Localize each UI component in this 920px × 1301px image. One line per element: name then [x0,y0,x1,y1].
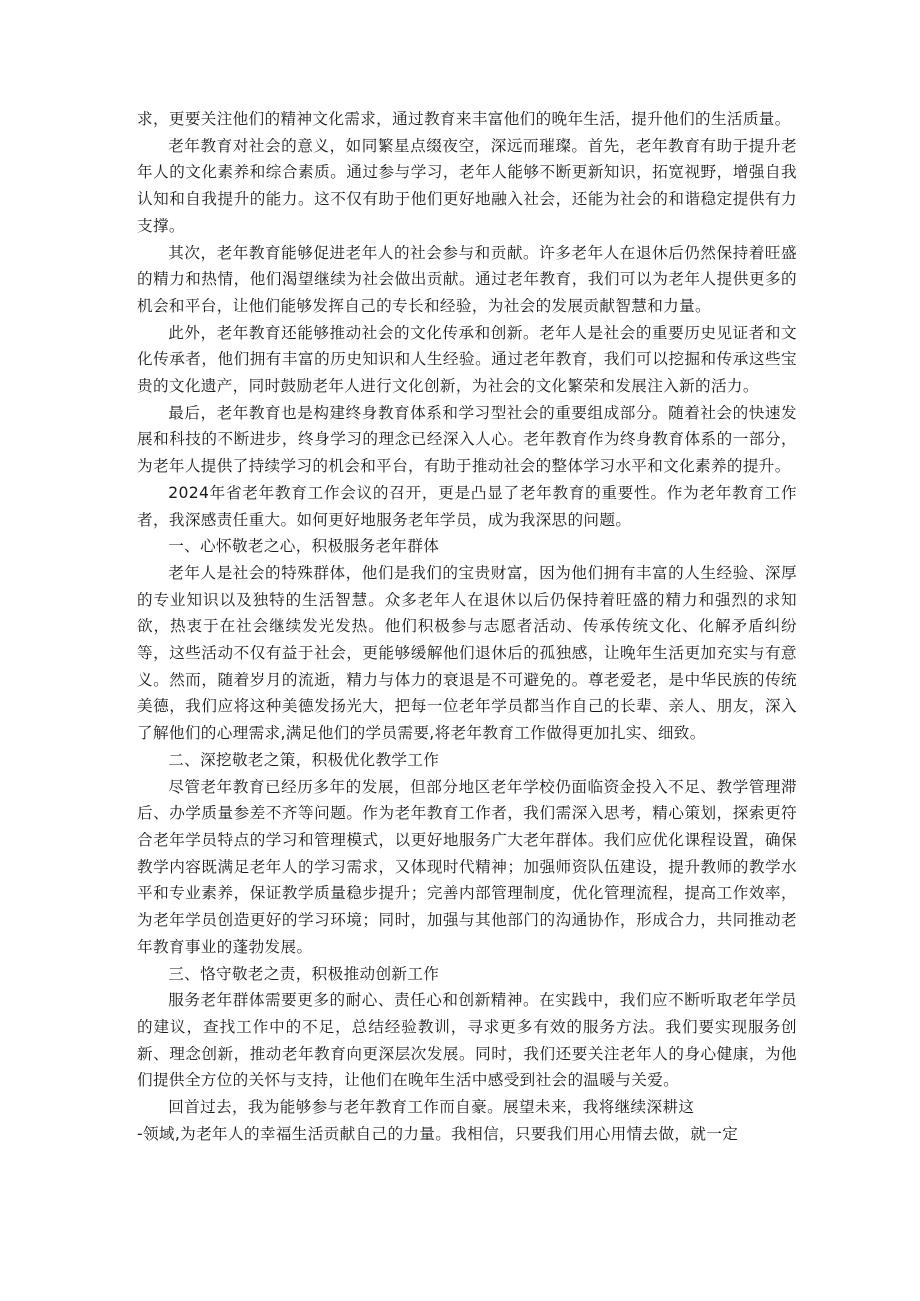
paragraph-conference: 2024年省老年教育工作会议的召开，更是凸显了老年教育的重要性。作为老年教育工作者，我深感责任重大。如何更好地服务老年学员，成为我深思的问题。 [137,483,797,529]
paragraph-lifelong-learning: 最后，老年教育也是构建终身教育体系和学习型社会的重要组成部分。随着社会的快速发展和科技的不断进步，终身学习的理念已经深入人心。老年教育作为终身教育体系的一部分，为老年人提供了持续学习的机会和平台，有助于推动社会的整体学习水平和文化素养的提升。 [137,403,797,476]
paragraph-social-significance: 老年教育对社会的意义，如同繁星点缀夜空，深远而璀璨。首先，老年教育有助于提升老年人的文化素养和综合素质。通过参与学习，老年人能够不断更新知识，拓宽视野，增强自我认知和自我提升的能力。这不仅有助于他们更好地融入社会，还能为社会的和谐稳定提供有力支撑。 [137,136,797,235]
paragraph-cultural-heritage: 此外，老年教育还能够推动社会的文化传承和创新。老年人是社会的重要历史见证者和文化传承者，他们拥有丰富的历史知识和人生经验。通过老年教育，我们可以挖掘和传承这些宝贵的文化遗产，同时鼓励老年人进行文化创新，为社会的文化繁荣和发展注入新的活力。 [137,323,797,396]
section-1-paragraph: 老年人是社会的特殊群体，他们是我们的宝贵财富，因为他们拥有丰富的人生经验、深厚的专业知识以及独特的生活智慧。众多老年人在退休以后仍保持着旺盛的精力和强烈的求知欲，热衷于在社会继续发光发热。他们积极参与志愿者活动、传承传统文化、化解矛盾纠纷等，这些活动不仅有益于社会，更能够缓解他们退休后的孤独感，让晚年生活更加充实与有意义。然而，随着岁月的流逝，精力与体力的衰退是不可避免的。尊老爱老，是中华民族的传统美德，我们应将这种美德发扬光大，把每一位老年学员都当作自己的长辈、亲人、朋友，深入了解他们的心理需求,满足他们的学员需要,将老年教育工作做得更加扎实、细致。 [137,563,797,743]
closing-line-2: -领域,为老年人的幸福生活贡献自己的力量。我相信，只要我们用心用情去做，就一定 [137,1124,739,1143]
section-2-paragraph: 尽管老年教育已经历多年的发展，但部分地区老年学校仍面临资金投入不足、教学管理滞后、办学质量参差不齐等问题。作为老年教育工作者，我们需深入思考，精心策划，探索更符合老年学员特点的学习和管理模式，以更好地服务广大老年群体。我们应优化课程设置，确保教学内容既满足老年人的学习需求，又体现时代精神；加强师资队伍建设，提升教师的教学水平和专业素养，保证教学质量稳步提升；完善内部管理制度，优化管理流程，提高工作效率，为老年学员创造更好的学习环境；同时，加强与其他部门的沟通协作，形成合力，共同推动老年教育事业的蓬勃发展。 [137,777,797,956]
section-heading-3: 三、恪守敬老之责，积极推动创新工作 [168,964,440,983]
closing-line-1: 回首过去，我为能够参与老年教育工作而自豪。展望未来，我将继续深耕这 [168,1098,695,1117]
section-heading-1: 一、心怀敬老之心，积极服务老年群体 [168,537,440,556]
section-3-paragraph: 服务老年群体需要更多的耐心、责任心和创新精神。在实践中，我们应不断听取老年学员的建议，查找工作中的不足，总结经验教训，寻求更多有效的服务方法。我们要实现服务创新、理念创新，推动老年教育向更深层次发展。同时，我们还要关注老年人的身心健康，为他们提供全方位的关怀与支持，让他们在晚年生活中感受到社会的温暖与关爱。 [137,991,797,1090]
section-heading-2: 二、深挖敬老之策，积极优化教学工作 [168,750,440,769]
document-body [137,106,797,1147]
paragraph-social-participation: 其次，老年教育能够促进老年人的社会参与和贡献。许多老年人在退休后仍然保持着旺盛的精力和热情，他们渴望继续为社会做出贡献。通过老年教育，我们可以为老年人提供更多的机会和平台，让他们能够发挥自己的专长和经验，为社会的发展贡献智慧和力量。 [137,243,797,315]
paragraph-continuation: 求，更要关注他们的精神文化需求，通过教育来丰富他们的晚年生活，提升他们的生活质量。 [137,110,791,128]
